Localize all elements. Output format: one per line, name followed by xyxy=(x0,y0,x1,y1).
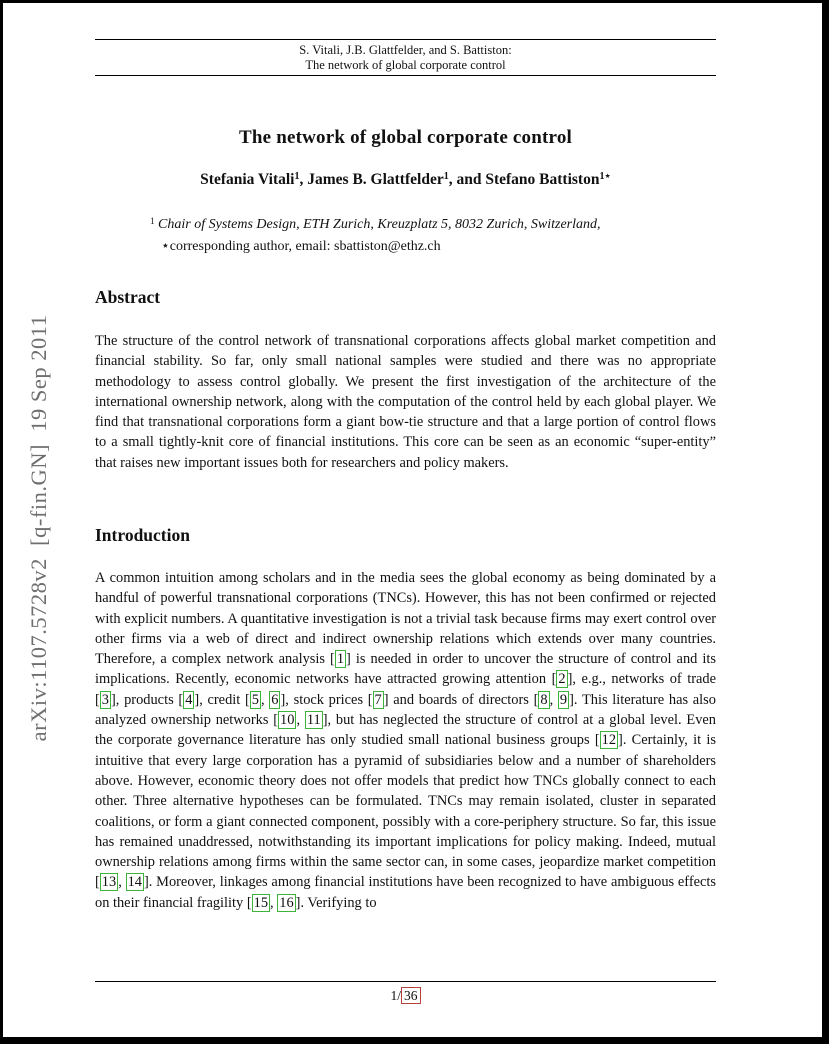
footer-rule xyxy=(95,981,716,982)
citation-link[interactable]: 15 xyxy=(253,894,269,911)
introduction-heading: Introduction xyxy=(95,525,190,545)
citation-link[interactable]: 16 xyxy=(279,894,294,911)
author-name: Stefano Battiston xyxy=(485,171,600,188)
citation-link[interactable]: 12 xyxy=(601,732,617,749)
citation-link[interactable]: 8 xyxy=(540,691,548,708)
citation-link[interactable]: 9 xyxy=(559,691,568,708)
citation-link[interactable]: 7 xyxy=(374,691,382,708)
text-column xyxy=(95,3,716,1037)
abstract-heading: Abstract xyxy=(95,287,161,307)
affiliation-block xyxy=(150,214,601,257)
author-name: Stefania Vitali xyxy=(200,171,295,188)
citation-link[interactable]: 3 xyxy=(101,691,109,708)
citation-link[interactable]: 13 xyxy=(101,874,117,891)
arxiv-stamp: arXiv:1107.5728v2 [q-fin.GN] 19 Sep 2011 xyxy=(26,314,51,742)
citation-link[interactable]: 11 xyxy=(306,712,321,729)
affiliation-line xyxy=(150,214,601,236)
affiliation-marker: 1 xyxy=(150,215,155,226)
author-affiliation-mark: 1 xyxy=(443,171,449,183)
affiliation-text: Chair of Systems Design, ETH Zurich, Kreuzplatz 5, 8032 Zurich, Switzerland, xyxy=(158,217,601,232)
page-number-separator: / xyxy=(397,988,401,1003)
citation-link[interactable]: 1 xyxy=(336,651,345,668)
authors-line: Stefania Vitali$^1$, James B. Glattfelder$^1$, and Stefano Battiston$^{1⋆}$ xyxy=(200,171,611,188)
citation-link[interactable]: 10 xyxy=(280,712,295,729)
running-head xyxy=(95,39,716,76)
author-name: James B. Glattfelder xyxy=(307,171,444,188)
citation-link[interactable]: 2 xyxy=(558,671,566,688)
current-page-number: 1 xyxy=(390,988,398,1003)
corresponding-author-line: ⋆corresponding author, email: sbattiston@ethz.ch xyxy=(161,239,441,254)
citation-link[interactable]: 5 xyxy=(251,691,259,708)
total-pages-link[interactable]: 36 xyxy=(401,987,421,1004)
author-affiliation-mark: 1 xyxy=(294,171,300,183)
citation-link[interactable]: 14 xyxy=(127,874,142,891)
running-head-title: The network of global corporate control xyxy=(305,57,506,72)
abstract-text: The structure of the control network of transnational corporations affects global market competition and financial stability. So far, only small national samples were studied and there was no appropriate methodology to assess control globally. We present the first investigation of the architecture of the international ownership network, along with the computation of the control held by each global player. We find that transnational corporations form a giant bow-tie structure and that a large portion of control flows to a small tightly-knit core of financial institutions. This core can be seen as an economic “super-entity” that raises new important issues both for researchers and policy makers. xyxy=(95,333,716,471)
citation-link[interactable]: 6 xyxy=(271,691,279,708)
paper-title: The network of global corporate control xyxy=(238,127,573,148)
introduction-text: A common intuition among scholars and in the media sees the global economy as being dominated by a handful of powerful transnational corporations (TNCs). However, this has not been confirmed or rejected with explicit numbers. A quantitative investigation is not a trivial task because firms may exert control over other firms via a web of direct and indirect ownership relations which extends over many countries. Therefore, a complex network analysis [ 1 ] is needed in order to uncover the structure of control and its implications. Recently, economic networks have attracted growing attention [ 2 ], e.g., networks of trade [ 3 ], products [ 4 ], credit [ 5 , 6 ], stock prices [ 7 ] and boards of directors [ 8 , 9 ]. This literature has also analyzed ownership networks [ 10 , 11 ], but has neglected the structure of control at a global level. Even the corporate governance literature has only studied small national business groups [ 12 ]. Certainly, it is intuitive that every large corporation has a pyramid of subsidiaries below and a number of shareholders above. However, economic theory does not offer models that predict how TNCs globally connect to each other. Three alternative hypotheses can be formulated. TNCs may remain isolated, cluster in separated coalitions, or form a giant connected component, possibly with a core-periphery structure. So far, this issue has remained unaddressed, notwithstanding its important implications for policy making. Indeed, mutual ownership relations among firms within the same sector can, in some cases, jeopardize market competition [ 13 , 14 ]. Moreover, linkages among financial institutions have been recognized to have ambiguous effects on their financial fragility [ 15 , 16 ]. Verifying to xyxy=(95,570,717,911)
page-number xyxy=(95,988,716,1004)
citation-link[interactable]: 4 xyxy=(185,691,193,708)
author-affiliation-mark: 1⋆ xyxy=(599,171,611,183)
running-head-authors: S. Vitali, J.B. Glattfelder, and S. Battiston: xyxy=(299,43,512,57)
